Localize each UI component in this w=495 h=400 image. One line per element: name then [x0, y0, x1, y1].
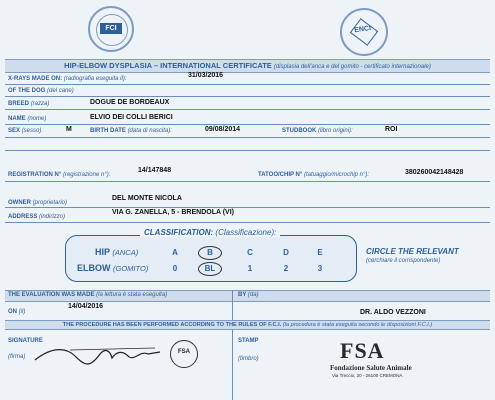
sex-value: M — [66, 126, 72, 133]
fsa-round-stamp: FSA — [170, 340, 198, 368]
signature-label: SIGNATURE — [8, 338, 43, 344]
fsa-stamp-logo: FSA — [340, 338, 385, 363]
stamp-label-italian: (timbro) — [238, 356, 259, 362]
title-text: HIP-ELBOW DYSPLASIA – INTERNATIONAL CERTIFICATE — [64, 61, 272, 70]
elbow-label: ELBOW (GOMITO) — [77, 263, 149, 273]
studbook-label: STUDBOOK (libro origini): — [282, 128, 353, 134]
hip-grade-e[interactable]: E — [317, 248, 323, 257]
classification-title: CLASSIFICATION: (Classificazione): — [140, 228, 280, 237]
dob-value: 09/08/2014 — [205, 126, 241, 133]
certificate-title — [5, 59, 490, 73]
hip-grade-a[interactable]: A — [172, 248, 178, 257]
studbook-value: ROI — [385, 126, 398, 133]
tattoo-value: 380260042148428 — [405, 169, 464, 176]
title-italian: (displasia dell'anca e del gomito - certificato internazionale) — [273, 64, 431, 70]
name-label: NAME (nome) — [8, 116, 47, 122]
xrays-value: 31/03/2016 — [188, 72, 224, 79]
evaluation-date: 14/04/2016 — [68, 303, 104, 310]
fsa-stamp-address: Via Treccio, 20 - 26100 CREMONA — [332, 373, 403, 378]
hip-grade-b[interactable]: B — [207, 248, 213, 257]
evaluation-on-label: ON (il) — [8, 309, 26, 315]
dob-label: BIRTH DATE (data di nascita): — [90, 128, 172, 134]
registration-value: 14/147848 — [138, 167, 172, 174]
hip-label: HIP (ANCA) — [95, 247, 139, 257]
sex-label: SEX (sesso) — [8, 128, 42, 134]
evaluation-label: THE EVALUATION WAS MADE (la lettura è stata eseguita) — [8, 292, 168, 298]
fci-logo: FCI — [88, 6, 134, 52]
enci-logo: ENCI — [337, 5, 391, 59]
xrays-label: X-RAYS MADE ON: (radiografia eseguita il): — [8, 76, 127, 82]
owner-value: DEL MONTE NICOLA — [112, 195, 182, 202]
hip-selected-circle — [198, 246, 222, 260]
tattoo-label: TATOO/CHIP N° (tatuaggio/microchip n°): — [258, 172, 370, 178]
breed-label: BREED (razza) — [8, 101, 50, 107]
procedure-note: THE PROCEDURE HAS BEEN PERFORMED ACCORDING TO THE RULES OF F.C.I. (la procedura è stata eseguita secondo le disposizioni F.C.I.) — [5, 320, 490, 330]
stamp-label: STAMP — [238, 338, 259, 344]
registration-label: REGISTRATION N° (registrazione n°): — [8, 172, 111, 178]
elbow-grade-0[interactable]: 0 — [172, 264, 178, 273]
evaluation-by-value: DR. ALDO VEZZONI — [360, 309, 426, 316]
elbow-grade-bl[interactable]: BL — [204, 264, 216, 273]
address-value: VIA G. ZANELLA, 5 - BRENDOLA (VI) — [112, 209, 234, 216]
circle-note-italian: (cerchiare il corrispondente) — [366, 258, 441, 264]
elbow-selected-circle — [198, 262, 222, 276]
owner-label: OWNER (proprietario) — [8, 200, 68, 206]
elbow-grade-2[interactable]: 2 — [283, 264, 289, 273]
signature-label-italian: (firma) — [8, 354, 26, 360]
breed-value: DOGUE DE BORDEAUX — [90, 99, 170, 106]
evaluation-by-label: BY (da) — [238, 292, 259, 298]
name-value: ELVIO DEI COLLI BERICI — [90, 114, 173, 121]
circle-note: CIRCLE THE RELEVANT — [366, 247, 459, 256]
hip-grade-d[interactable]: D — [283, 248, 289, 257]
handwritten-signature — [30, 338, 165, 368]
elbow-grade-3[interactable]: 3 — [317, 264, 323, 273]
dog-section-label: OF THE DOG (del cane) — [8, 88, 74, 94]
fsa-stamp-org: Fondazione Salute Animale — [330, 364, 412, 372]
hip-grade-c[interactable]: C — [247, 248, 253, 257]
address-label: ADDRESS (indirizzo) — [8, 214, 66, 220]
elbow-grade-1[interactable]: 1 — [247, 264, 253, 273]
